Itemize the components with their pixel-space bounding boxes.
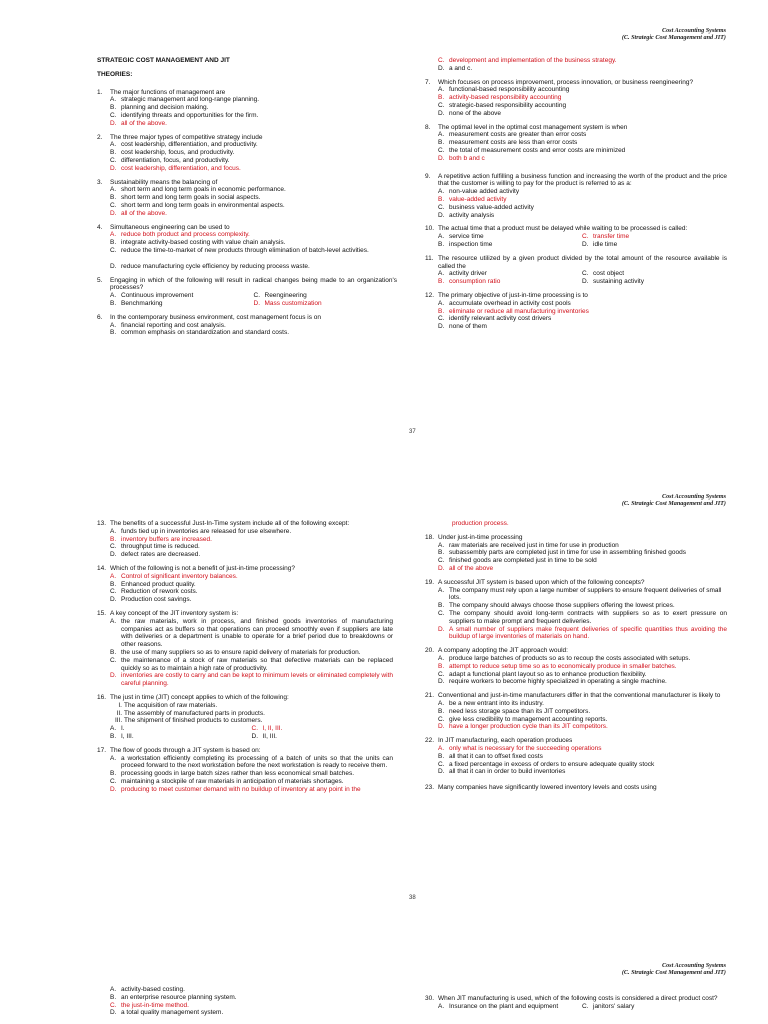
question-2: 2. The three major types of competitive strategy include A. cost leadership, differentiation, and productivity. B. cost leadership, focus, and productivity. C. differentiation, focus, and productivity. D. cost leadership, differentiation, and focus. bbox=[97, 134, 397, 173]
left-column bbox=[97, 57, 397, 337]
answer: D. producing to meet customer demand with no buildup of inventory at any point in the bbox=[110, 785, 361, 793]
answer: D. inventories are costly to carry and can be kept to minimum levels or eliminated completely with careful planning. bbox=[110, 672, 393, 688]
document-title: STRATEGIC COST MANAGEMENT AND JIT bbox=[97, 57, 230, 64]
question-12: 12. The primary objective of just-in-time processing is to A. accumulate overhead in activity cost pools B. eliminate or reduce all manufacturing inventories C. identify relevant activity cost drivers D. none of them bbox=[425, 292, 727, 331]
answer: C. development and implementation of the business strategy. bbox=[438, 57, 617, 64]
question-18: 18. Under just-in-time processing A. raw materials are received just in time for use in production B. subassembly parts are completed just in time for use in assembling finished goods C. finished goods are completed just in time to be sold D. all of the above bbox=[425, 534, 727, 573]
right-column bbox=[425, 995, 727, 1011]
question-23-continued: A. activity-based costing. B. an enterprise resource planning system. C. the just-in-time method. D. a total quality management system. bbox=[97, 986, 393, 1017]
answer: B. inventory buffers are increased. bbox=[110, 535, 212, 543]
answer: A. reduce both product and process complexity. bbox=[110, 231, 250, 239]
answer: A. only what is necessary for the succeeding operations bbox=[438, 744, 602, 752]
page-37 bbox=[0, 0, 768, 440]
right-column bbox=[425, 57, 727, 331]
question-9: 9. A repetitive action fulfilling a business function and increasing the worth of the product and the price that the customer is willing to pay for the product is referred to as a: A. non-value added activity B. value-added activity C. business value-added activity D. activity analysis bbox=[425, 172, 727, 219]
question-11: 11. The resource utilized by a given product divided by the total amount of the resource available is called the A. activity driver C. cost object B. consumption ratio D. sustaining activity bbox=[425, 254, 727, 286]
question-3: 3. Sustainability means the balancing of A. short term and long term goals in economic performance. B. short term and long term goals in social aspects. C. short term and long term goals in environmental aspects. D. all of the above. bbox=[97, 179, 397, 218]
question-30: 30. When JIT manufacturing is used, which of the following costs is considered a direct product cost? A. Insurance on the plant and equipment C. janitors' salary bbox=[425, 995, 718, 1010]
question-21: 21. Conventional and just-in-time manufacturers differ in that the conventional manufacturer is likely to A. be a new entrant into its industry. B. need less storage space than its JIT competitors. C. give less credibility to management accounting reports. D. have a longer production cycle than its JIT competitors. bbox=[425, 692, 727, 731]
question-17-continued: production process. bbox=[452, 520, 509, 527]
answer: C. the just-in-time method. bbox=[110, 1001, 189, 1009]
question-4: 4. Simultaneous engineering can be used to A. reduce both product and process complexity. B. integrate activity-based costing with value chain analysis. C. reduce the time-to-market of new products through elimination of batch-level activities. D. reduce manufacturing cycle efficiency by reducing process waste. bbox=[97, 224, 397, 271]
question-6-continued: C. development and implementation of the business strategy. D. a and c. bbox=[425, 57, 727, 73]
answer: B. attempt to reduce setup time so as to economically produce in smaller batches. bbox=[438, 662, 677, 670]
running-header: Cost Accounting Systems (C. Strategic Cost Management and JIT) bbox=[621, 493, 726, 508]
question-23: 23. Many companies have significantly lowered inventory levels and costs using bbox=[425, 784, 657, 792]
running-header: Cost Accounting Systems (C. Strategic Cost Management and JIT) bbox=[621, 27, 726, 42]
question-16: 16. The just in time (JIT) concept applies to which of the following: I. The acquisition of raw materials. II. The assembly of manufactured parts in products. III. The shipment of finished products to customers. A. I. C. I, II, III. B. I, III. D. II, III. bbox=[97, 694, 393, 741]
question-1: 1. The major functions of management are A. strategic management and long-range planning. B. planning and decision making. C. identifying threats and opportunities for the firm. D. all of the above. bbox=[97, 89, 397, 128]
question-19: 19. A successful JIT system is based upon which of the following concepts? A. The company must rely upon a large number of suppliers to ensure frequent deliveries of small lots. B. The company should always choose those suppliers offering the lowest prices. C. The company should avoid long-term contracts with suppliers so as to exert pressure on suppliers to make prompt and frequent deliveries. D. A small number of suppliers make frequent deliveries of specific quantities thus avoiding the buildup of large inventories of materials on hand. bbox=[425, 578, 727, 641]
answer: D. all of the above. bbox=[110, 209, 167, 217]
answer: D. all of the above bbox=[438, 564, 494, 572]
left-column bbox=[97, 520, 393, 794]
question-7: 7. Which focuses on process improvement, process innovation, or business reengineering? A. functional-based responsibility accounting B. activity-based responsibility accounting C. strategic-based responsibility accounting D. none of the above bbox=[425, 79, 727, 118]
question-6: 6. In the contemporary business environment, cost management focus is on A. financial reporting and cost analysis. B. common emphasis on standardization and standard costs. bbox=[97, 313, 321, 337]
question-20: 20. A company adopting the JIT approach would: A. produce large batches of products so as to recoup the costs associated with setups. B. attempt to reduce setup time so as to economically produce in smaller batches. C. adapt a functional plant layout so as to enhance production flexibility. D. require workers to become highly specialized in operating a single machine. bbox=[425, 647, 727, 686]
question-8: 8. The optimal level in the optimal cost management system is when A. measurement costs are greater than error costs B. measurement costs are less than error costs C. the total of measurement costs and error costs are minimized D. both b and c bbox=[425, 124, 727, 163]
question-13: 13. The benefits of a successful Just-In-Time system include all of the following except: A. funds tied up in inventories are released for use elsewhere. B. inventory buffers are increased. C. throughput time is reduced. D. defect rates are decreased. bbox=[97, 520, 393, 559]
question-14: 14. Which of the following is not a benefit of just-in-time processing? A. Control of significant inventory balances. B. Enhanced product quality. C. Reduction of rework costs. D. Production cost savings. bbox=[97, 565, 393, 604]
answer: D. Mass customization bbox=[253, 299, 322, 307]
answer: B. activity-based responsibility accounting bbox=[438, 94, 562, 102]
answer: B. consumption ratio bbox=[438, 278, 501, 286]
question-10: 10. The actual time that a product must be delayed while waiting to be processed is called: A. service time C. transfer time B. inspection time D. idle time bbox=[425, 225, 727, 248]
answer: C. I, II, III. bbox=[251, 725, 283, 733]
section-heading: THEORIES: bbox=[97, 70, 133, 78]
question-17: 17. The flow of goods through a JIT system is based on: A. a workstation efficiently completing its processing of a batch of units so that the units can proceed forward to the next workstation before the next workstation is ready to receive them. B. processing goods in large batch sizes rather than less economical small batches. C. maintaining a stockpile of raw materials in anticipation of materials shortages. D. producing to meet customer demand with no buildup of inventory at any point in the bbox=[97, 746, 393, 793]
page-number: 38 bbox=[409, 895, 416, 901]
answer: B. eliminate or reduce all manufacturing inventories bbox=[438, 307, 589, 315]
answer: D. have a longer production cycle than its JIT competitors. bbox=[438, 723, 608, 731]
question-15: 15. A key concept of the JIT inventory system is: A. the raw materials, work in process, and finished goods inventories of manufacturing companies act as buffers so that operations can proceed smoothly even if suppliers are late with deliveries or a department is unable to operate for a brief period due to breakdowns or other reasons. B. the use of many suppliers so as to ensure rapid delivery of materials for production. C. the maintenance of a stock of raw materials so that defective materials can be replaced quickly so as to maintain a high rate of productivity. D. inventories are costly to carry and can be kept to minimum levels or eliminated completely with careful planning. bbox=[97, 609, 393, 688]
running-header: Cost Accounting Systems (C. Strategic Cost Management and JIT) bbox=[621, 962, 726, 977]
left-column bbox=[97, 986, 393, 1017]
answer: A. Control of significant inventory balances. bbox=[110, 572, 238, 580]
answer: D. all of the above. bbox=[110, 119, 167, 127]
page-number: 37 bbox=[409, 429, 416, 435]
question-5: 5. Engaging in which of the following will result in radical changes being made to an organization's processes? A. Continuous improvement C. Reengineering B. Benchmarking D. Mass customization bbox=[97, 276, 397, 307]
right-column bbox=[425, 520, 727, 792]
question-22: 22. In JIT manufacturing, each operation produces A. only what is necessary for the succeeding operations B. all that it can to offset fixed costs C. a fixed percentage in excess of orders to ensure adequate quality stock D. all that it can in order to build inventories bbox=[425, 737, 727, 776]
answer: C. transfer time bbox=[582, 233, 630, 241]
answer: D. cost leadership, differentiation, and focus. bbox=[110, 164, 241, 172]
answer: D. A small number of suppliers make frequent deliveries of specific quantities thus avoiding the buildup of large inventories of materials on hand. bbox=[438, 625, 727, 641]
answer: B. value-added activity bbox=[438, 195, 507, 203]
answer: D. both b and c bbox=[438, 154, 485, 162]
